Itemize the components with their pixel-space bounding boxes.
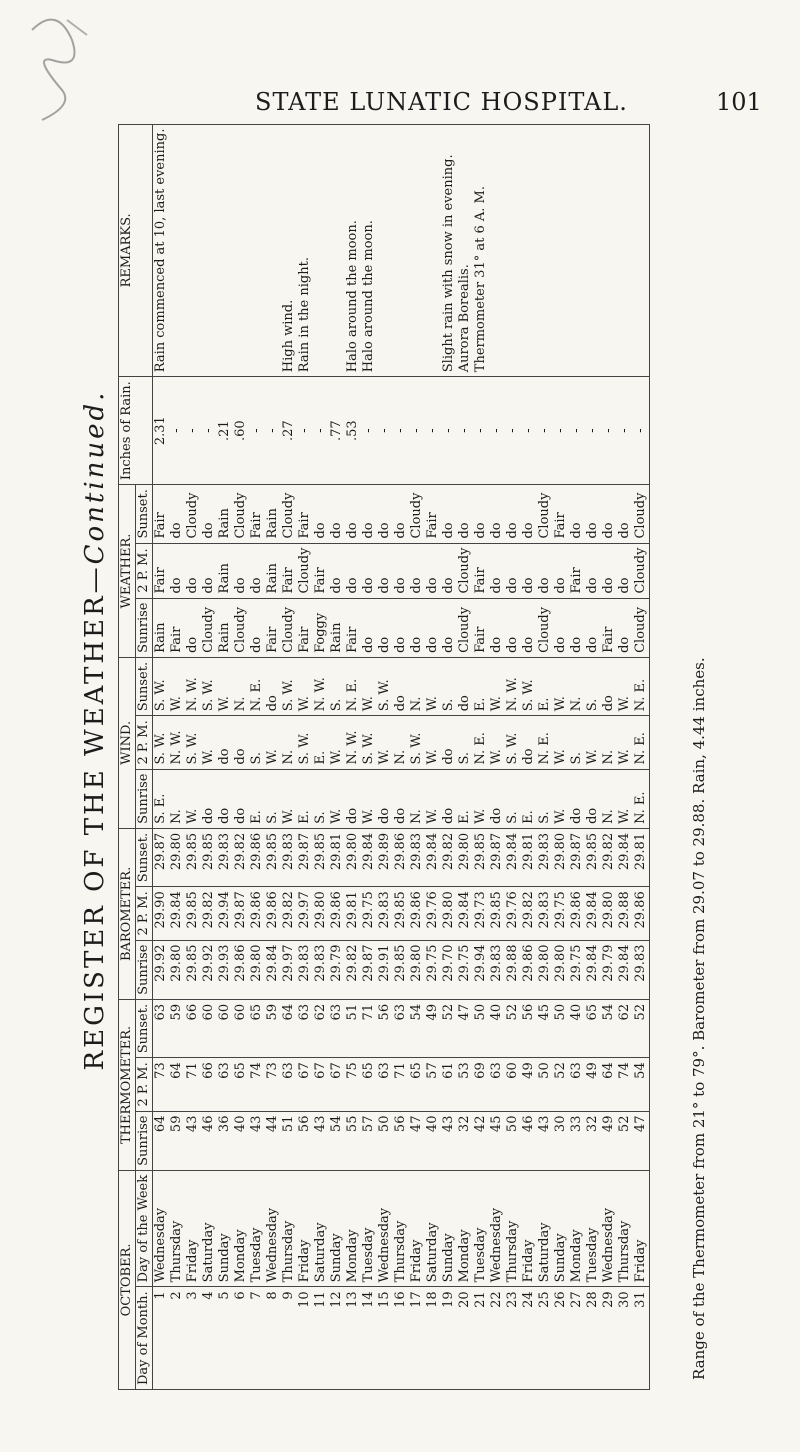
col-remarks: REMARKS. — [119, 124, 153, 377]
page-number: 101 — [716, 88, 762, 116]
wind-2pm-cells: S. W. N. W. S. W. W. do do S. W. N. S. W. E. W. N. W. S. W. W. N. S. W. W. do S. N. E. W. S. W. do N. E. W. S. W. N. W. N. E. — [153, 716, 650, 769]
sub-day-of-week: Day of the Week — [136, 1170, 153, 1286]
sub-baro-2pm: 2 P. M. — [136, 887, 153, 940]
baro-sunset-cells: 29.87 29.80 29.85 29.85 29.83 29.82 29.86 29.85 29.83 29.87 29.85 29.81 29.80 29.84 29.89 29.86 29.83 29.84 29.82 29.80 29.85 29.87 29.84 29.81 29.83 29.80 29.87 29.85 29.82 29.84 29.81 — [153, 828, 650, 886]
table-row — [153, 124, 650, 1389]
col-october: OCTOBER. — [119, 1170, 136, 1389]
remarks-cells: Rain commenced at 10, last evening. High wind. Rain in the night. Halo around the moon. Halo around the moon. Slight rain with snow in evening. Aurora Borealis. Thermometer 31° at 6 A. M. — [153, 124, 650, 377]
range-summary: Range of the Thermometer from 21° to 79°. Barometer from 29.07 to 29.88. Rain, 4.44 inches. — [690, 657, 708, 1380]
col-thermometer: THERMOMETER. — [119, 999, 136, 1170]
register-title — [80, 80, 110, 1380]
wind-sunrise-cells: S. E. N. W. do do do E. S. W. E. S. W. do W. do do N. W. do E. W. do S. E. S. W. do do N. W. N. E. — [153, 769, 650, 828]
sub-therm-sunrise: Sunrise — [136, 1111, 153, 1170]
sub-therm-2pm: 2 P. M. — [136, 1058, 153, 1111]
col-wind: WIND. — [119, 657, 136, 828]
register-title-main: REGISTER OF THE WEATHER— — [80, 564, 110, 1071]
sub-therm-sunset: Sunset. — [136, 999, 153, 1057]
rotated-register — [80, 60, 730, 1390]
sub-weather-sunrise: Sunrise — [136, 598, 153, 657]
day-of-week-cells: Wednesday Thursday Friday Saturday Sunday Monday Tuesday Wednesday Thursday Friday Saturday Sunday Monday Tuesday Wednesday Thursday Friday Saturday Sunday Monday Tuesday Wednesday Thursday Friday Saturday Sunday Monday Tuesday Wednesday Thursday Friday — [153, 1170, 650, 1286]
baro-sunrise-cells: 29.92 29.80 29.85 29.92 29.93 29.86 29.80 29.84 29.97 29.83 29.83 29.79 29.82 29.87 29.91 29.85 29.80 29.75 29.70 29.75 29.94 29.83 29.88 29.86 29.80 29.80 29.75 29.84 29.79 29.84 29.83 — [153, 940, 650, 999]
running-title: STATE LUNATIC HOSPITAL. — [255, 88, 628, 116]
col-barometer: BAROMETER. — [119, 828, 136, 999]
register-title-italic: Continued. — [80, 389, 110, 565]
wind-sunset-cells: S. W. W. N. W. S. W. W. N. N. E. do S. W. W. N. W. S. N. E. W. S. W. do N. W. S. do E. W. N. W. S. W. E. W. N. S. do W. N. E. — [153, 657, 650, 715]
weather-sunrise-cells: Rain Fair do Cloudy Rain Cloudy do Fair Cloudy Fair Foggy Rain Fair do do do do do do Cloudy Fair do do do Cloudy do do do Fair do Cloudy — [153, 598, 650, 657]
sub-wind-sunset: Sunset. — [136, 657, 153, 715]
therm-2pm-cells: 73 64 71 66 63 65 74 73 63 67 67 67 75 65 63 71 65 57 61 53 69 63 60 49 50 52 63 49 64 74 54 — [153, 1058, 650, 1111]
sub-day-of-month: Day of Month. — [136, 1287, 153, 1390]
sub-wind-sunrise: Sunrise — [136, 769, 153, 828]
sub-baro-sunset: Sunset. — [136, 828, 153, 886]
therm-sunrise-cells: 64 59 43 46 36 40 43 44 51 56 43 54 55 57 50 56 47 40 43 32 42 45 50 46 43 30 33 32 49 52 47 — [153, 1111, 650, 1170]
col-inches-of-rain: Inches of Rain. — [119, 377, 153, 485]
therm-sunset-cells: 63 59 66 60 60 60 65 59 64 63 62 63 51 71 56 63 54 49 52 47 50 40 52 56 45 50 40 65 54 62 52 — [153, 999, 650, 1057]
sub-wind-2pm: 2 P. M. — [136, 716, 153, 769]
baro-2pm-cells: 29.90 29.84 29.85 29.82 29.94 29.87 29.86 29.86 29.82 29.97 29.80 29.86 29.81 29.75 29.83 29.85 29.86 29.76 29.80 29.84 29.73 29.85 29.76 29.82 29.83 29.75 29.86 29.84 29.80 29.88 29.86 — [153, 887, 650, 940]
sub-baro-sunrise: Sunrise — [136, 940, 153, 999]
weather-sunset-cells: Fair do Cloudy do Rain Cloudy Fair Rain Cloudy Fair do do do do do do Cloudy Fair do do do do do do Cloudy Fair do do do do Cloudy — [153, 485, 650, 543]
day-of-month-cells: 1 2 3 4 5 6 7 8 9 10 11 12 13 14 15 16 17 18 19 20 21 22 23 24 25 26 27 28 29 30 31 — [153, 1287, 650, 1390]
rain-inches-cells: 2.31 - - - .21 .60 - - .27 - - .77 .53 - - - - - - - - - - - - - - - - - - — [153, 377, 650, 485]
sub-weather-sunset: Sunset. — [136, 485, 153, 543]
sub-weather-2pm: 2 P. M. — [136, 543, 153, 598]
col-weather: WEATHER. — [119, 485, 136, 658]
weather-2pm-cells: Fair do do do Rain do do Rain Fair Cloudy Fair do do do do do do do do Cloudy Fair do do do do do Fair do do do Cloudy — [153, 543, 650, 598]
weather-register-table — [118, 124, 650, 1390]
